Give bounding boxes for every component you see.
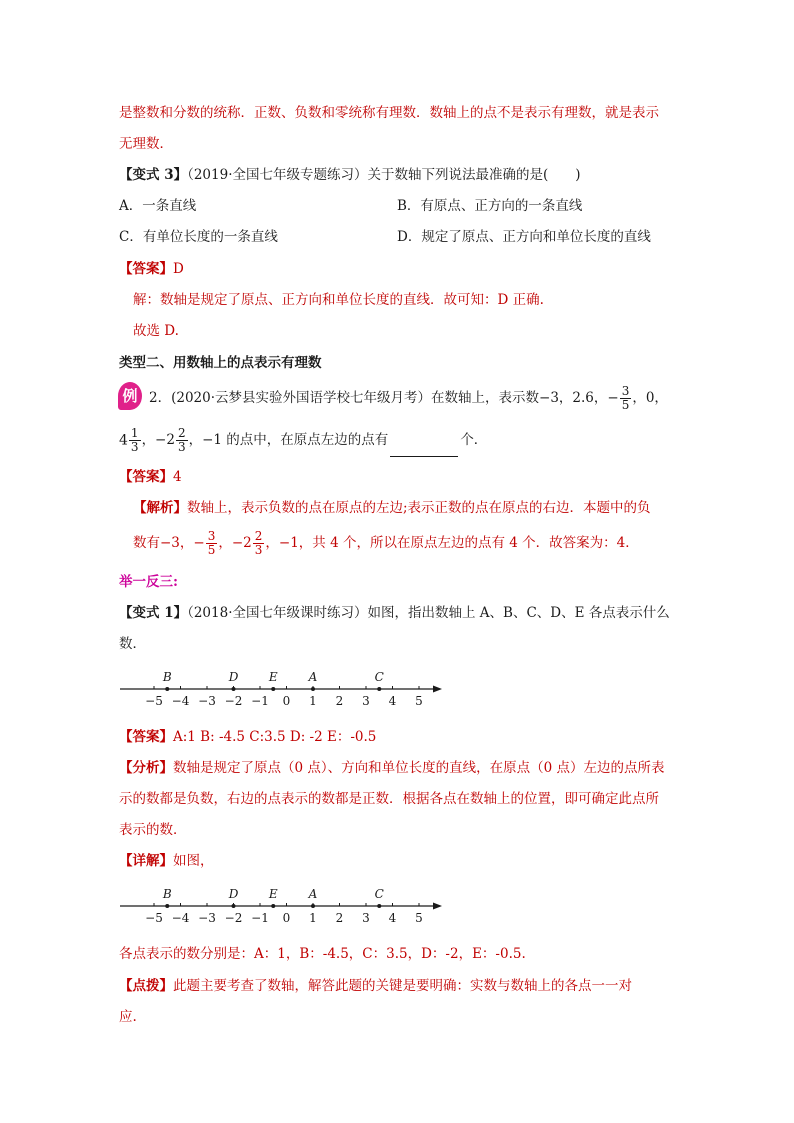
example2-text-d: ，−1 的点中，在原点左边的点有 <box>188 432 389 448</box>
tick-label: 3 <box>362 911 370 925</box>
point-e <box>271 687 275 691</box>
point-b <box>165 904 169 908</box>
variant3-answer <box>119 260 184 278</box>
number-line-figure-2 <box>115 881 450 929</box>
tick-label: −1 <box>251 694 269 708</box>
point-label: D <box>228 670 239 684</box>
analysis-text: 数轴是规定了原点（0 点）、方向和单位长度的直线，在原点（0 点）左边的点所表 <box>173 760 665 776</box>
point-c <box>377 687 381 691</box>
point-label: C <box>374 887 384 901</box>
point-label: D <box>228 887 239 901</box>
point-b <box>165 687 169 691</box>
tick-label: 1 <box>309 911 317 925</box>
number-line-figure-1 <box>115 664 450 712</box>
variant3-text: （2019·全国七年级专题练习）关于数轴下列说法最准确的是( ) <box>187 167 581 183</box>
tick-label: 0 <box>282 911 291 925</box>
point-text: 此题主要考查了数轴，解答此题的关键是要明确：实数与数轴上的各点一一对 <box>173 978 632 994</box>
analysis-text: 数轴上，表示负数的点在原点的左边;表示正数的点在原点的右边．本题中的负 <box>187 500 651 516</box>
fraction-2-3 <box>176 427 188 454</box>
option-c: C．有单位长度的一条直线 <box>119 229 278 245</box>
point-label: A <box>308 670 318 684</box>
mixed-whole: 4 <box>119 432 128 449</box>
tick-label: 5 <box>415 694 423 708</box>
answer-value: 4 <box>173 469 182 485</box>
variant1-analysis-3: 表示的数． <box>119 822 187 838</box>
analysis-text-c: ，−1，共 4 个，所以在原点左边的点有 4 个．故答案为：4． <box>265 535 639 551</box>
tick-label: 4 <box>388 694 397 708</box>
axis-arrow <box>433 686 442 693</box>
example2-text-c: ，−2 <box>141 432 175 448</box>
practice-heading: 举一反三: <box>119 574 178 590</box>
variant1-answer <box>119 728 376 746</box>
frac-num: 1 <box>130 426 139 440</box>
example2-text-a: 2．(2020·云梦县实验外国语学校七年级月考）在数轴上，表示数−3，2.6，− <box>149 390 619 406</box>
variant3-tag: 【变式 3】 <box>119 167 188 183</box>
example2-analysis-1 <box>133 499 651 517</box>
example2-answer <box>119 468 182 486</box>
point-group <box>162 670 384 691</box>
fraction-1-3 <box>129 427 141 454</box>
tick-label: −1 <box>251 911 269 925</box>
option-a: A．一条直线 <box>119 198 197 214</box>
detail-text: 如图， <box>173 853 214 869</box>
point-label: E <box>268 887 278 901</box>
variant1-analysis-1 <box>119 759 665 777</box>
example2-line-1 <box>149 382 668 414</box>
variant3-solution-2: 故选 D. <box>133 323 179 339</box>
detail-tag: 【详解】 <box>119 853 173 869</box>
tick-label: 5 <box>415 911 423 925</box>
point-d <box>232 904 236 908</box>
analysis-text-b: ，−2 <box>218 535 252 551</box>
frac-num: 2 <box>254 529 263 543</box>
tick-label: 3 <box>362 694 370 708</box>
frac-den: 3 <box>254 543 263 557</box>
fraction-3-5 <box>620 385 632 412</box>
frac-num: 2 <box>177 426 186 440</box>
point-tag: 【点拨】 <box>119 978 173 994</box>
analysis-tag: 【分析】 <box>119 760 173 776</box>
tick-label: 2 <box>335 694 344 708</box>
tick-label: 1 <box>309 694 317 708</box>
point-label: B <box>162 887 172 901</box>
tick-label: −2 <box>224 694 243 708</box>
point-e <box>271 904 275 908</box>
variant1-question-2: 数． <box>119 636 146 652</box>
variant1-text: （2018·全国七年级课时练习）如图，指出数轴上 A、B、C、D、E 各点表示什么 <box>187 605 670 621</box>
option-d: D．规定了原点、正方向和单位长度的直线 <box>397 229 651 245</box>
tick-label: −3 <box>198 911 216 925</box>
fraction-2-3 <box>253 530 265 557</box>
example2-line-2 <box>119 424 487 457</box>
frac-num: 3 <box>621 384 630 398</box>
point-a <box>311 904 315 908</box>
tick-label: −2 <box>224 911 243 925</box>
point-label: C <box>374 670 384 684</box>
tick-label: −3 <box>198 694 216 708</box>
example2-analysis-2 <box>133 524 639 562</box>
answer-value: A:1 B: -4.5 C:3.5 D: -2 E：-0.5 <box>173 729 377 745</box>
variant1-analysis-2: 示的数都是负数，右边的点表示的数都是正数．根据各点在数轴上的位置，即可确定此点所 <box>119 791 659 807</box>
answer-tag: 【答案】 <box>119 469 173 485</box>
answer-value: D <box>173 261 184 277</box>
point-label: A <box>308 887 318 901</box>
section-title: 类型二、用数轴上的点表示有理数 <box>119 355 322 371</box>
variant1-result: 各点表示的数分别是：A：1，B：-4.5，C：3.5，D：-2，E：-0.5. <box>119 946 526 962</box>
axis-arrow <box>433 903 442 910</box>
point-label: E <box>268 670 278 684</box>
intro-line-1: 是整数和分数的统称．正数、负数和零统称有理数．数轴上的点不是表示有理数，就是表示 <box>119 105 659 121</box>
example2-text-b: ，0， <box>632 390 668 406</box>
frac-den: 5 <box>207 543 216 557</box>
analysis-text-a: 数有−3，− <box>133 535 205 551</box>
point-label: B <box>162 670 172 684</box>
frac-num: 3 <box>207 529 216 543</box>
point-a <box>311 687 315 691</box>
frac-den: 3 <box>130 440 139 454</box>
option-b: B．有原点、正方向的一条直线 <box>397 198 583 214</box>
point-d <box>232 687 236 691</box>
tick-label: −5 <box>145 911 163 925</box>
tick-label: 2 <box>335 911 344 925</box>
example-badge: 例 <box>118 382 142 410</box>
tick-label: 4 <box>388 911 397 925</box>
answer-tag: 【答案】 <box>119 261 173 277</box>
analysis-tag: 【解析】 <box>133 500 187 516</box>
variant1-point-2: 应. <box>119 1009 137 1025</box>
variant1-tag: 【变式 1】 <box>119 605 188 621</box>
tick-label: −4 <box>171 694 190 708</box>
tick-label: −5 <box>145 694 163 708</box>
answer-blank[interactable] <box>390 442 458 457</box>
tick-label: −4 <box>171 911 190 925</box>
variant1-point-1 <box>119 977 632 995</box>
fraction-3-5 <box>206 530 218 557</box>
point-c <box>377 904 381 908</box>
point-group <box>162 887 384 908</box>
variant3-question <box>119 166 581 184</box>
tick-label: 0 <box>282 694 291 708</box>
frac-den: 5 <box>621 398 630 412</box>
variant1-detail <box>119 852 214 870</box>
variant1-question-1 <box>119 604 670 622</box>
frac-den: 3 <box>177 440 186 454</box>
variant3-solution-1: 解：数轴是规定了原点、正方向和单位长度的直线．故可知：D 正确. <box>133 292 544 308</box>
intro-line-2: 无理数． <box>119 136 173 152</box>
example2-text-e: 个． <box>460 432 488 448</box>
answer-tag: 【答案】 <box>119 729 173 745</box>
